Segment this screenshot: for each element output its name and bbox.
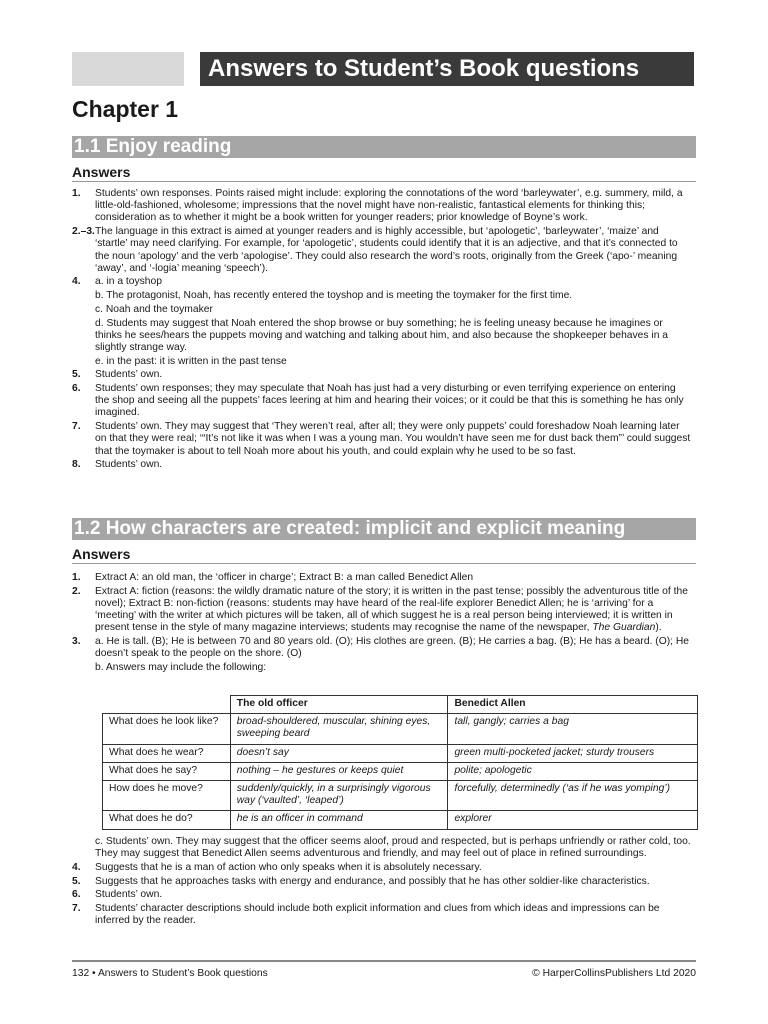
table-row	[103, 781, 698, 811]
list-subitem: c. Noah and the toymaker	[95, 303, 213, 315]
table-cell: forcefully, determinedly (‘as if he was yomping’)	[448, 781, 698, 811]
table-cell: What does he do?	[103, 811, 231, 829]
list-item: 6. Students’ own.	[72, 889, 163, 901]
list-subitem: d. Students may suggest that Noah entered the shop browse or buy something; he is feeling uneasy because he imagines or thinks he sees/hears the puppets moving and watching and talking about him, and also because the shopkeeper behaves in a slightly strange way.	[95, 317, 669, 353]
section-1-1-title: 1.1 Enjoy reading	[72, 136, 696, 158]
table-cell: What does he wear?	[103, 744, 231, 762]
table-cell: explorer	[448, 811, 698, 829]
footer-copyright: © HarperCollinsPublishers Ltd 2020	[532, 968, 696, 979]
header-gray-block	[72, 52, 184, 86]
list-subitem: b. Answers may include the following:	[95, 661, 267, 673]
table-header-cell: The old officer	[230, 696, 448, 714]
table-row	[103, 714, 698, 744]
list-item: 4. Suggests that he is a man of action who only speaks when it is absolutely necessary.	[72, 861, 482, 873]
table-cell: broad-shouldered, muscular, shining eyes, sweeping beard	[230, 714, 448, 744]
footer-divider	[72, 960, 696, 962]
table-row	[103, 762, 698, 780]
section-1-2-answer-list-top	[72, 572, 692, 676]
list-subitem: e. in the past: it is written in the past tense	[95, 355, 287, 367]
section-1-1-answer-list	[72, 188, 692, 473]
list-item: 5. Students’ own.	[72, 369, 163, 381]
table-cell: What does he say?	[103, 762, 231, 780]
page-header-title: Answers to Student’s Book questions	[200, 52, 694, 86]
table-cell: nothing – he gestures or keeps quiet	[230, 762, 448, 780]
list-item: 7. Students’ own. They may suggest that ‘They weren’t real, after all; they were only puppets’ could foreshadow Noah learning later on that they were real; ‘“It’s not like it was when I was a young man. You wouldn’t have seen me for dust back them”’ could suggest that the toymaker is about to tell Noah more about his youth, and could explain why he used to be so fast.	[72, 421, 691, 457]
chapter-title: Chapter 1	[72, 96, 179, 122]
section-1-2-title: 1.2 How characters are created: implicit and explicit meaning	[72, 518, 696, 540]
list-item: 5. Suggests that he approaches tasks with energy and endurance, and possibly that he has other soldier-like characteristics.	[72, 875, 650, 887]
table-header-row	[103, 696, 698, 714]
section-1-2-answer-list-bottom	[72, 836, 692, 929]
section-1-2-answers-heading: Answers	[72, 546, 696, 564]
table-row	[103, 744, 698, 762]
list-item: 6. Students’ own responses; they may speculate that Noah has just had a very disturbing or even terrifying experience on entering the shop and seeing all the puppets’ faces leering at him and hearing their voices; or it could be that this is something he has only imagined.	[72, 383, 684, 419]
newspaper-name: The Guardian	[592, 622, 656, 634]
list-item: 2.–3. The language in this extract is aimed at younger readers and is highly accessible, but ‘apologetic’, ‘barleywater’, ‘maize’ and ‘startle’ may need clarifying. For example, for ‘apologetic’, students could identify that it is an adjective, and that it’s connected to the noun ‘apology’ and the verb ‘apologise’. They could also research the word’s roots, originally from the Greek (‘apo-’ meaning ‘away’, and ‘-logia’ meaning ‘speech’).	[72, 226, 678, 274]
list-item: 1. Extract A: an old man, the ‘officer in charge’; Extract B: a man called Benedict Allen	[72, 572, 474, 583]
table-cell: How does he move?	[103, 781, 231, 811]
list-subitem: c. Students’ own. They may suggest that the officer seems aloof, proud and respected, but is perhaps unfriendly or rather cold, too. They may suggest that Benedict Allen seems adventurous and friendly, and may feel out of place in refined surroundings.	[95, 836, 691, 860]
list-item: 4. a. in a toyshop	[72, 276, 162, 288]
table-row	[103, 811, 698, 829]
table-cell: he is an officer in command	[230, 811, 448, 829]
list-item: 7. Students’ character descriptions should include both explicit information and clues from which ideas and impressions can be inferred by the reader.	[72, 903, 660, 927]
list-item: 3. a. He is tall. (B); He is between 70 and 80 years old. (O); His clothes are green. (B); He carries a bag. (B); He has a beard. (O); He doesn’t speak to the people on the shore. (O)	[72, 636, 690, 660]
character-comparison-table	[102, 695, 698, 830]
list-item: 8. Students’ own.	[72, 459, 163, 471]
table-cell: What does he look like?	[103, 714, 231, 744]
list-subitem: b. The protagonist, Noah, has recently entered the toyshop and is meeting the toymaker for the first time.	[95, 290, 573, 302]
table-cell: tall, gangly; carries a bag	[448, 714, 698, 744]
list-item: 2. Extract A: fiction (reasons: the wildly dramatic nature of the story; it is written in the past tense; possibly the adventurous title of the novel); Extract B: non-fiction (reasons: students may have heard of the real-life explorer Benedict Allen; he is ‘arriving’ for a ‘meeting’ with the writer at which pictures will be taken, all of which suggest he is a real person being interviewed; it is written in present tense in the style of many magazine interviews; students may recognise the name of the newspaper, The Guardian).	[72, 585, 688, 634]
section-1-1-answers-heading: Answers	[72, 164, 696, 182]
list-item: 1. Students’ own responses. Points raised might include: exploring the connotations of the word ‘barleywater’, e.g. summery, mild, a little-old-fashioned, wholesome; impressions that the novel might have non-realistic, fantastical elements for thinking this; consideration as to whether it might be a book written for younger readers; prior knowledge of Boyne’s work.	[72, 188, 683, 224]
table-cell: suddenly/quickly, in a surprisingly vigorous way (‘vaulted’, ‘leaped’)	[230, 781, 448, 811]
footer-page-info: 132 • Answers to Student’s Book questions	[72, 968, 268, 979]
table-cell: doesn’t say	[230, 744, 448, 762]
table-header-cell: Benedict Allen	[448, 696, 698, 714]
table-cell: polite; apologetic	[448, 762, 698, 780]
table-cell: green multi-pocketed jacket; sturdy trousers	[448, 744, 698, 762]
